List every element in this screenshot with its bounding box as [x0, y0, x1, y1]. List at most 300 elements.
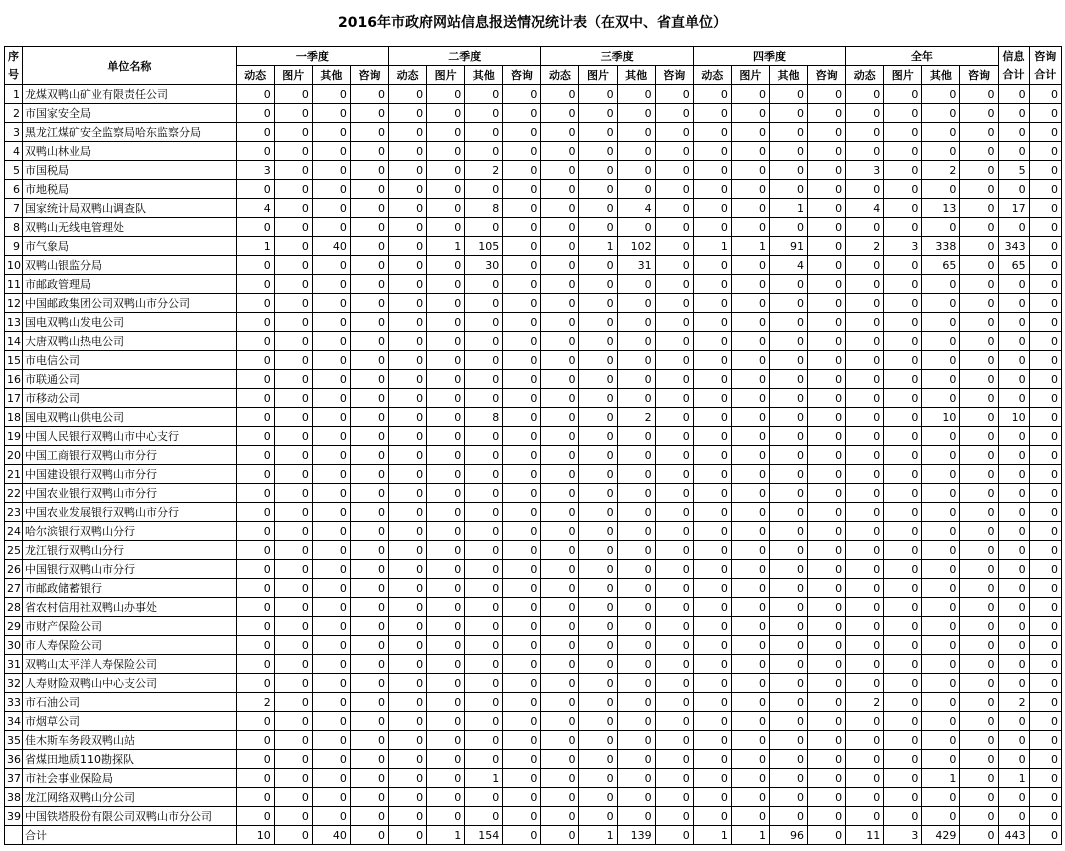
- table-cell: 0: [541, 256, 579, 275]
- table-cell: 0: [389, 294, 427, 313]
- table-cell: 0: [541, 294, 579, 313]
- unit-name: 市社会事业保险局: [23, 769, 237, 788]
- table-cell: 0: [541, 275, 579, 294]
- table-cell: 0: [617, 161, 655, 180]
- table-cell: 0: [579, 275, 617, 294]
- header-group-q1: 一季度: [236, 47, 388, 66]
- table-cell: 0: [389, 788, 427, 807]
- table-cell: 102: [617, 237, 655, 256]
- table-cell: 1: [579, 826, 617, 845]
- table-cell: 0: [655, 408, 693, 427]
- table-cell: 0: [389, 693, 427, 712]
- table-cell: 0: [427, 560, 465, 579]
- table-cell: 0: [541, 446, 579, 465]
- table-cell: 0: [1029, 636, 1061, 655]
- table-cell: 0: [236, 218, 274, 237]
- table-row: [5, 123, 1062, 142]
- table-cell: 0: [769, 465, 807, 484]
- table-cell: 0: [731, 294, 769, 313]
- table-cell: 0: [884, 788, 922, 807]
- table-cell: 0: [731, 674, 769, 693]
- row-seq: 13: [5, 313, 23, 332]
- table-cell: 0: [1029, 484, 1061, 503]
- table-cell: 0: [503, 294, 541, 313]
- row-seq: 25: [5, 541, 23, 560]
- table-cell: 0: [389, 256, 427, 275]
- table-cell: 0: [922, 674, 960, 693]
- table-cell: 0: [312, 180, 350, 199]
- table-cell: 0: [846, 769, 884, 788]
- table-cell: 0: [389, 503, 427, 522]
- table-cell: 0: [769, 161, 807, 180]
- unit-name: 中国人民银行双鸭山市中心支行: [23, 427, 237, 446]
- table-cell: 0: [503, 788, 541, 807]
- table-cell: 0: [465, 712, 503, 731]
- table-cell: 0: [922, 598, 960, 617]
- table-cell: 0: [884, 522, 922, 541]
- table-cell: 0: [1029, 769, 1061, 788]
- table-cell: 0: [769, 693, 807, 712]
- table-cell: 0: [427, 674, 465, 693]
- table-cell: 0: [922, 541, 960, 560]
- table-cell: 0: [1029, 750, 1061, 769]
- table-cell: 0: [731, 370, 769, 389]
- table-cell: 0: [998, 123, 1029, 142]
- table-cell: 0: [1029, 294, 1061, 313]
- table-cell: 0: [769, 560, 807, 579]
- table-cell: 0: [541, 522, 579, 541]
- row-seq: 23: [5, 503, 23, 522]
- table-cell: 0: [1029, 104, 1061, 123]
- table-cell: 2: [617, 408, 655, 427]
- total-label: 合计: [23, 826, 237, 845]
- table-cell: 0: [465, 617, 503, 636]
- table-cell: 0: [922, 693, 960, 712]
- table-cell: 0: [312, 294, 350, 313]
- table-cell: 0: [236, 180, 274, 199]
- table-cell: 0: [846, 465, 884, 484]
- table-cell: 0: [731, 85, 769, 104]
- table-row: [5, 807, 1062, 826]
- table-cell: 0: [350, 85, 388, 104]
- table-cell: 0: [884, 769, 922, 788]
- table-cell: 0: [884, 123, 922, 142]
- unit-name: 市人寿保险公司: [23, 636, 237, 655]
- table-cell: 0: [769, 731, 807, 750]
- table-cell: 0: [655, 275, 693, 294]
- table-cell: 91: [769, 237, 807, 256]
- table-cell: 0: [769, 541, 807, 560]
- table-cell: 0: [541, 370, 579, 389]
- table-cell: 0: [427, 712, 465, 731]
- table-cell: 0: [617, 123, 655, 142]
- table-cell: 0: [960, 161, 998, 180]
- table-cell: 0: [655, 655, 693, 674]
- table-cell: 1: [731, 826, 769, 845]
- table-cell: 0: [312, 332, 350, 351]
- sub-header-cell: 咨询: [808, 66, 846, 85]
- sub-header-cell: 其他: [312, 66, 350, 85]
- table-cell: 0: [884, 104, 922, 123]
- table-cell: 0: [655, 218, 693, 237]
- sub-header-cell: 图片: [579, 66, 617, 85]
- table-cell: 443: [998, 826, 1029, 845]
- table-cell: 0: [312, 503, 350, 522]
- table-cell: 0: [960, 484, 998, 503]
- table-cell: 0: [427, 693, 465, 712]
- table-cell: 0: [884, 636, 922, 655]
- table-cell: 0: [731, 275, 769, 294]
- table-cell: 0: [427, 769, 465, 788]
- table-cell: 0: [350, 256, 388, 275]
- table-cell: 0: [808, 541, 846, 560]
- table-cell: 0: [769, 85, 807, 104]
- table-cell: 0: [350, 446, 388, 465]
- table-cell: 0: [579, 180, 617, 199]
- row-seq: 3: [5, 123, 23, 142]
- table-cell: 0: [274, 712, 312, 731]
- table-cell: 0: [312, 408, 350, 427]
- table-cell: 0: [389, 465, 427, 484]
- table-cell: 0: [808, 731, 846, 750]
- table-cell: 0: [922, 218, 960, 237]
- table-cell: 105: [465, 237, 503, 256]
- table-cell: 0: [998, 655, 1029, 674]
- table-cell: 0: [693, 408, 731, 427]
- table-cell: 0: [846, 218, 884, 237]
- table-cell: 0: [922, 750, 960, 769]
- table-cell: 0: [350, 484, 388, 503]
- table-cell: 0: [274, 180, 312, 199]
- table-cell: 0: [769, 788, 807, 807]
- table-cell: 0: [427, 294, 465, 313]
- table-cell: 0: [769, 218, 807, 237]
- table-cell: 0: [922, 123, 960, 142]
- table-cell: 0: [1029, 693, 1061, 712]
- unit-name: 黑龙江煤矿安全监察局哈东监察分局: [23, 123, 237, 142]
- table-cell: 0: [998, 788, 1029, 807]
- table-cell: 0: [655, 85, 693, 104]
- table-cell: 0: [579, 636, 617, 655]
- table-cell: 0: [312, 161, 350, 180]
- unit-name: 市邮政储蓄银行: [23, 579, 237, 598]
- table-cell: 0: [693, 275, 731, 294]
- table-cell: 1: [693, 237, 731, 256]
- table-cell: 0: [693, 731, 731, 750]
- table-cell: 0: [884, 465, 922, 484]
- row-seq: 21: [5, 465, 23, 484]
- table-cell: 0: [998, 807, 1029, 826]
- table-cell: 0: [236, 598, 274, 617]
- table-cell: 0: [389, 218, 427, 237]
- table-cell: 0: [884, 750, 922, 769]
- table-cell: 0: [465, 522, 503, 541]
- table-cell: 0: [998, 104, 1029, 123]
- table-cell: 429: [922, 826, 960, 845]
- table-cell: 4: [617, 199, 655, 218]
- table-cell: 0: [579, 389, 617, 408]
- table-cell: 0: [389, 636, 427, 655]
- table-cell: 0: [427, 541, 465, 560]
- table-cell: 0: [922, 731, 960, 750]
- table-cell: 0: [846, 579, 884, 598]
- table-cell: 0: [389, 446, 427, 465]
- row-seq: 11: [5, 275, 23, 294]
- unit-name: 中国农业银行双鸭山市分行: [23, 484, 237, 503]
- sub-header-cell: 咨询: [350, 66, 388, 85]
- table-cell: 0: [503, 313, 541, 332]
- table-cell: 0: [350, 123, 388, 142]
- table-cell: 0: [998, 617, 1029, 636]
- table-cell: 0: [389, 408, 427, 427]
- table-cell: 0: [617, 142, 655, 161]
- table-cell: 0: [579, 579, 617, 598]
- table-cell: 0: [808, 427, 846, 446]
- table-cell: 0: [579, 655, 617, 674]
- table-cell: 0: [808, 313, 846, 332]
- table-cell: 0: [427, 180, 465, 199]
- table-row: [5, 522, 1062, 541]
- table-cell: 0: [693, 123, 731, 142]
- unit-name: 中国邮政集团公司双鸭山市分公司: [23, 294, 237, 313]
- table-cell: 0: [998, 142, 1029, 161]
- row-seq: 29: [5, 617, 23, 636]
- table-cell: 0: [769, 579, 807, 598]
- unit-name: 双鸭山无线电管理处: [23, 218, 237, 237]
- table-cell: 0: [731, 123, 769, 142]
- table-cell: 0: [350, 636, 388, 655]
- table-cell: 0: [503, 541, 541, 560]
- table-cell: 0: [350, 750, 388, 769]
- table-cell: 0: [541, 693, 579, 712]
- table-cell: 11: [846, 826, 884, 845]
- table-row: [5, 199, 1062, 218]
- table-cell: 0: [617, 446, 655, 465]
- table-cell: 1: [998, 769, 1029, 788]
- table-cell: 0: [1029, 598, 1061, 617]
- row-seq: 31: [5, 655, 23, 674]
- table-cell: 0: [503, 446, 541, 465]
- table-cell: 0: [884, 294, 922, 313]
- header-group-q2: 二季度: [389, 47, 541, 66]
- table-cell: 0: [617, 617, 655, 636]
- table-cell: 0: [503, 503, 541, 522]
- table-cell: 0: [579, 560, 617, 579]
- table-cell: 0: [884, 674, 922, 693]
- table-cell: 0: [389, 826, 427, 845]
- table-cell: 0: [884, 807, 922, 826]
- table-cell: 0: [884, 142, 922, 161]
- table-row: [5, 750, 1062, 769]
- table-cell: 0: [693, 199, 731, 218]
- table-cell: 0: [1029, 142, 1061, 161]
- table-cell: 0: [731, 750, 769, 769]
- table-cell: 0: [503, 465, 541, 484]
- unit-name: 市烟草公司: [23, 712, 237, 731]
- table-cell: 10: [998, 408, 1029, 427]
- table-cell: 0: [465, 598, 503, 617]
- table-cell: 10: [236, 826, 274, 845]
- unit-name: 双鸭山太平洋人寿保险公司: [23, 655, 237, 674]
- table-cell: 0: [389, 598, 427, 617]
- table-cell: 0: [808, 446, 846, 465]
- table-cell: 0: [731, 731, 769, 750]
- table-cell: 0: [465, 465, 503, 484]
- table-cell: 0: [350, 693, 388, 712]
- table-cell: 0: [350, 161, 388, 180]
- table-cell: 0: [1029, 123, 1061, 142]
- table-cell: 0: [998, 579, 1029, 598]
- table-cell: 0: [617, 674, 655, 693]
- table-cell: 0: [427, 598, 465, 617]
- table-cell: 0: [350, 351, 388, 370]
- table-cell: 0: [579, 503, 617, 522]
- table-cell: 0: [808, 465, 846, 484]
- table-cell: 0: [731, 427, 769, 446]
- table-cell: 0: [350, 674, 388, 693]
- table-cell: 0: [236, 351, 274, 370]
- table-cell: 0: [693, 636, 731, 655]
- table-cell: 0: [1029, 389, 1061, 408]
- table-cell: 0: [350, 142, 388, 161]
- header-consult-total: 咨询合计: [1029, 47, 1061, 85]
- table-cell: 0: [541, 142, 579, 161]
- table-cell: 0: [1029, 218, 1061, 237]
- table-cell: 0: [274, 275, 312, 294]
- table-cell: 0: [427, 617, 465, 636]
- table-cell: 0: [884, 275, 922, 294]
- table-cell: 1: [731, 237, 769, 256]
- table-cell: 0: [350, 332, 388, 351]
- table-cell: 0: [808, 503, 846, 522]
- table-cell: 0: [503, 256, 541, 275]
- table-cell: 0: [389, 617, 427, 636]
- table-cell: 0: [503, 560, 541, 579]
- table-cell: 0: [960, 788, 998, 807]
- table-cell: 0: [312, 256, 350, 275]
- table-cell: 0: [846, 370, 884, 389]
- table-cell: 0: [617, 332, 655, 351]
- table-cell: 3: [236, 161, 274, 180]
- table-cell: 0: [236, 731, 274, 750]
- table-cell: 0: [541, 484, 579, 503]
- statistics-table: [4, 46, 1062, 845]
- table-cell: 0: [884, 541, 922, 560]
- table-cell: 0: [846, 636, 884, 655]
- header-group-q4: 四季度: [693, 47, 845, 66]
- table-cell: 0: [389, 674, 427, 693]
- row-seq: 26: [5, 560, 23, 579]
- table-cell: 0: [274, 769, 312, 788]
- unit-name: 中国建设银行双鸭山市分行: [23, 465, 237, 484]
- table-cell: 1: [465, 769, 503, 788]
- table-cell: 0: [427, 465, 465, 484]
- table-cell: 0: [693, 655, 731, 674]
- table-cell: 0: [731, 180, 769, 199]
- table-cell: 0: [274, 199, 312, 218]
- table-cell: 0: [503, 389, 541, 408]
- table-cell: 0: [1029, 541, 1061, 560]
- table-cell: 0: [312, 560, 350, 579]
- table-cell: 17: [998, 199, 1029, 218]
- table-cell: 0: [312, 712, 350, 731]
- table-cell: 0: [350, 769, 388, 788]
- table-cell: 0: [274, 142, 312, 161]
- table-cell: 0: [541, 655, 579, 674]
- table-cell: 0: [312, 655, 350, 674]
- table-cell: 0: [350, 313, 388, 332]
- table-cell: 0: [960, 731, 998, 750]
- table-cell: 0: [998, 750, 1029, 769]
- row-seq: 37: [5, 769, 23, 788]
- table-cell: 0: [922, 351, 960, 370]
- table-cell: 8: [465, 199, 503, 218]
- table-cell: 0: [503, 85, 541, 104]
- table-cell: 0: [350, 503, 388, 522]
- table-cell: 0: [312, 370, 350, 389]
- table-cell: 0: [465, 85, 503, 104]
- table-cell: 0: [808, 389, 846, 408]
- table-cell: 3: [846, 161, 884, 180]
- table-cell: 0: [769, 275, 807, 294]
- table-cell: 0: [541, 826, 579, 845]
- sub-header-cell: 图片: [731, 66, 769, 85]
- table-cell: 0: [960, 826, 998, 845]
- unit-name: 市移动公司: [23, 389, 237, 408]
- table-cell: 0: [960, 370, 998, 389]
- table-cell: 0: [922, 85, 960, 104]
- table-cell: 0: [541, 465, 579, 484]
- table-cell: 0: [731, 389, 769, 408]
- table-cell: 0: [389, 541, 427, 560]
- table-cell: 0: [350, 199, 388, 218]
- table-cell: 0: [389, 123, 427, 142]
- table-cell: 0: [693, 427, 731, 446]
- table-cell: 0: [389, 579, 427, 598]
- table-cell: 0: [655, 294, 693, 313]
- table-cell: 0: [465, 275, 503, 294]
- table-cell: 0: [389, 389, 427, 408]
- table-cell: 0: [769, 712, 807, 731]
- table-cell: 0: [350, 541, 388, 560]
- table-cell: 0: [884, 161, 922, 180]
- table-cell: 0: [617, 731, 655, 750]
- table-cell: 0: [312, 446, 350, 465]
- table-cell: 0: [960, 294, 998, 313]
- table-cell: 0: [998, 294, 1029, 313]
- table-cell: 0: [922, 636, 960, 655]
- table-cell: 0: [541, 123, 579, 142]
- table-row: [5, 503, 1062, 522]
- table-cell: 0: [998, 636, 1029, 655]
- table-cell: 0: [503, 636, 541, 655]
- row-seq: 38: [5, 788, 23, 807]
- table-cell: 0: [960, 85, 998, 104]
- table-cell: 0: [731, 351, 769, 370]
- table-row: [5, 655, 1062, 674]
- table-cell: 0: [312, 693, 350, 712]
- table-cell: 0: [579, 731, 617, 750]
- table-cell: 0: [922, 807, 960, 826]
- table-cell: 0: [998, 731, 1029, 750]
- table-cell: 0: [274, 218, 312, 237]
- table-cell: 0: [465, 503, 503, 522]
- table-cell: 0: [236, 788, 274, 807]
- table-title: 2016年市政府网站信息报送情况统计表（在双中、省直单位）: [338, 15, 727, 31]
- unit-name: 市国家安全局: [23, 104, 237, 123]
- table-cell: 0: [922, 332, 960, 351]
- table-cell: 0: [693, 579, 731, 598]
